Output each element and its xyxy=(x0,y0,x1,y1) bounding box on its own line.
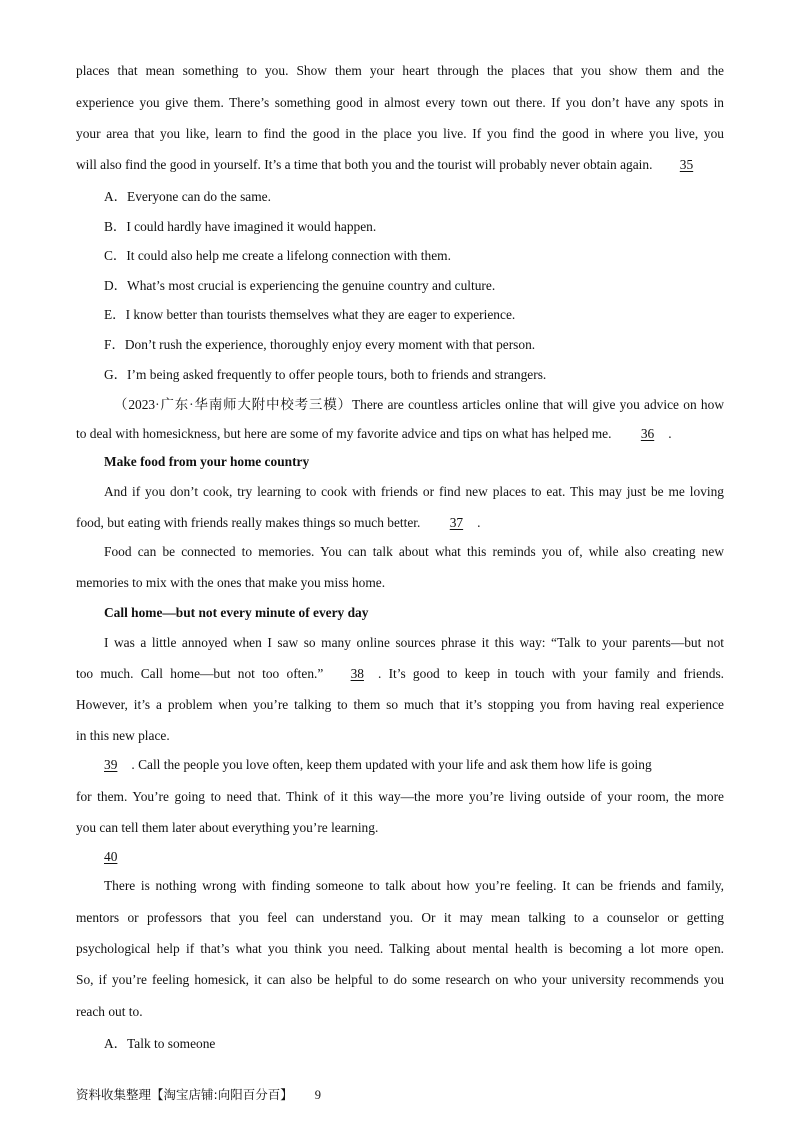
passage-line: places that mean something to you. Show them your heart through the places that you show them and the xyxy=(76,63,724,78)
passage-text: to deal with homesickness, but here are some of my favorite advice and tips on what has helped me. xyxy=(76,426,612,441)
passage-line: So, if you’re feeling homesick, it can also be helpful to do some research on who your university recommends you xyxy=(76,972,724,987)
passage-text: will also find the good in yourself. It’s a time that both you and the tourist will probably never obtain again. xyxy=(76,157,653,172)
option-item: C．It could also help me create a lifelong connection with them. xyxy=(104,248,451,263)
option-item: D．What’s most crucial is experiencing the genuine country and culture. xyxy=(104,278,496,293)
passage-line: you can tell them later about everything you’re learning. xyxy=(76,820,379,835)
passage-line: for them. You’re going to need that. Think of it this way—the more you’re living outside of your room, the more xyxy=(76,789,724,804)
passage-text: food, but eating with friends really makes things so much better. xyxy=(76,515,421,530)
passage-line: in this new place. xyxy=(76,728,170,743)
page-number: 9 xyxy=(314,1088,321,1102)
answer-blank-37: 37 xyxy=(449,515,464,530)
option-item: A．Talk to someone xyxy=(104,1036,216,1051)
passage-line: reach out to. xyxy=(76,1004,143,1019)
passage-line xyxy=(76,515,724,531)
period: . xyxy=(668,426,672,441)
passage-line: There is nothing wrong with finding someone to talk about how you’re feeling. It can be friends and family, xyxy=(104,878,724,893)
passage-text: . Call the people you love often, keep them updated with your life and ask them how life is going xyxy=(131,757,652,772)
period: . xyxy=(477,515,481,530)
passage-line xyxy=(76,666,724,682)
option-item: E．I know better than tourists themselves what they are eager to experience. xyxy=(104,307,516,322)
passage-text: . It’s good to keep in touch with your family and friends. xyxy=(377,666,725,681)
passage-line: mentors or professors that you feel can understand you. Or it may mean talking to a counselor or getting xyxy=(76,910,724,925)
answer-line-40 xyxy=(104,849,724,865)
answer-blank-39: 39 xyxy=(104,757,118,772)
passage-line: However, it’s a problem when you’re talking to them so much that it’s stopping you from having real experience xyxy=(76,697,724,712)
section-heading: Make food from your home country xyxy=(104,454,310,469)
passage-line: psychological help if that’s what you think you need. Talking about mental health is becoming a lot more open. xyxy=(76,941,724,956)
page-footer xyxy=(76,1085,321,1103)
option-item: B．I could hardly have imagined it would happen. xyxy=(104,219,377,234)
answer-blank-35: 35 xyxy=(679,157,694,172)
passage-line xyxy=(76,157,724,173)
passage-text: too much. Call home—but not too often.” xyxy=(76,666,324,681)
answer-blank-40: 40 xyxy=(104,849,118,864)
passage-line: memories to mix with the ones that make you miss home. xyxy=(76,575,386,590)
answer-blank-38: 38 xyxy=(350,666,364,681)
passage-line: And if you don’t cook, try learning to cook with friends or find new places to eat. This may just be me loving xyxy=(104,484,724,499)
option-item: G．I’m being asked frequently to offer people tours, both to friends and strangers. xyxy=(104,367,547,382)
passage-source-intro: （2023·广东·华南师大附中校考三模）There are countless articles online that will give you advice on how xyxy=(114,397,724,412)
passage-line xyxy=(76,426,724,442)
answer-blank-36: 36 xyxy=(640,426,655,441)
footer-source: 资料收集整理【淘宝店铺:向阳百分百】 xyxy=(76,1087,293,1102)
passage-line: I was a little annoyed when I saw so many online sources phrase it this way: “Talk to your parents—but not xyxy=(104,635,724,650)
option-item: A．Everyone can do the same. xyxy=(104,189,271,204)
passage-line: experience you give them. There’s something good in almost every town out there. If you don’t have any spots in xyxy=(76,95,724,110)
section-heading: Call home—but not every minute of every day xyxy=(104,605,369,620)
passage-line: Food can be connected to memories. You can talk about what this reminds you of, while also creating new xyxy=(104,544,724,559)
passage-line: your area that you like, learn to find the good in the place you live. If you find the good in where you live, you xyxy=(76,126,724,141)
passage-line xyxy=(104,757,724,773)
option-item: F．Don’t rush the experience, thoroughly enjoy every moment with that person. xyxy=(104,337,536,352)
